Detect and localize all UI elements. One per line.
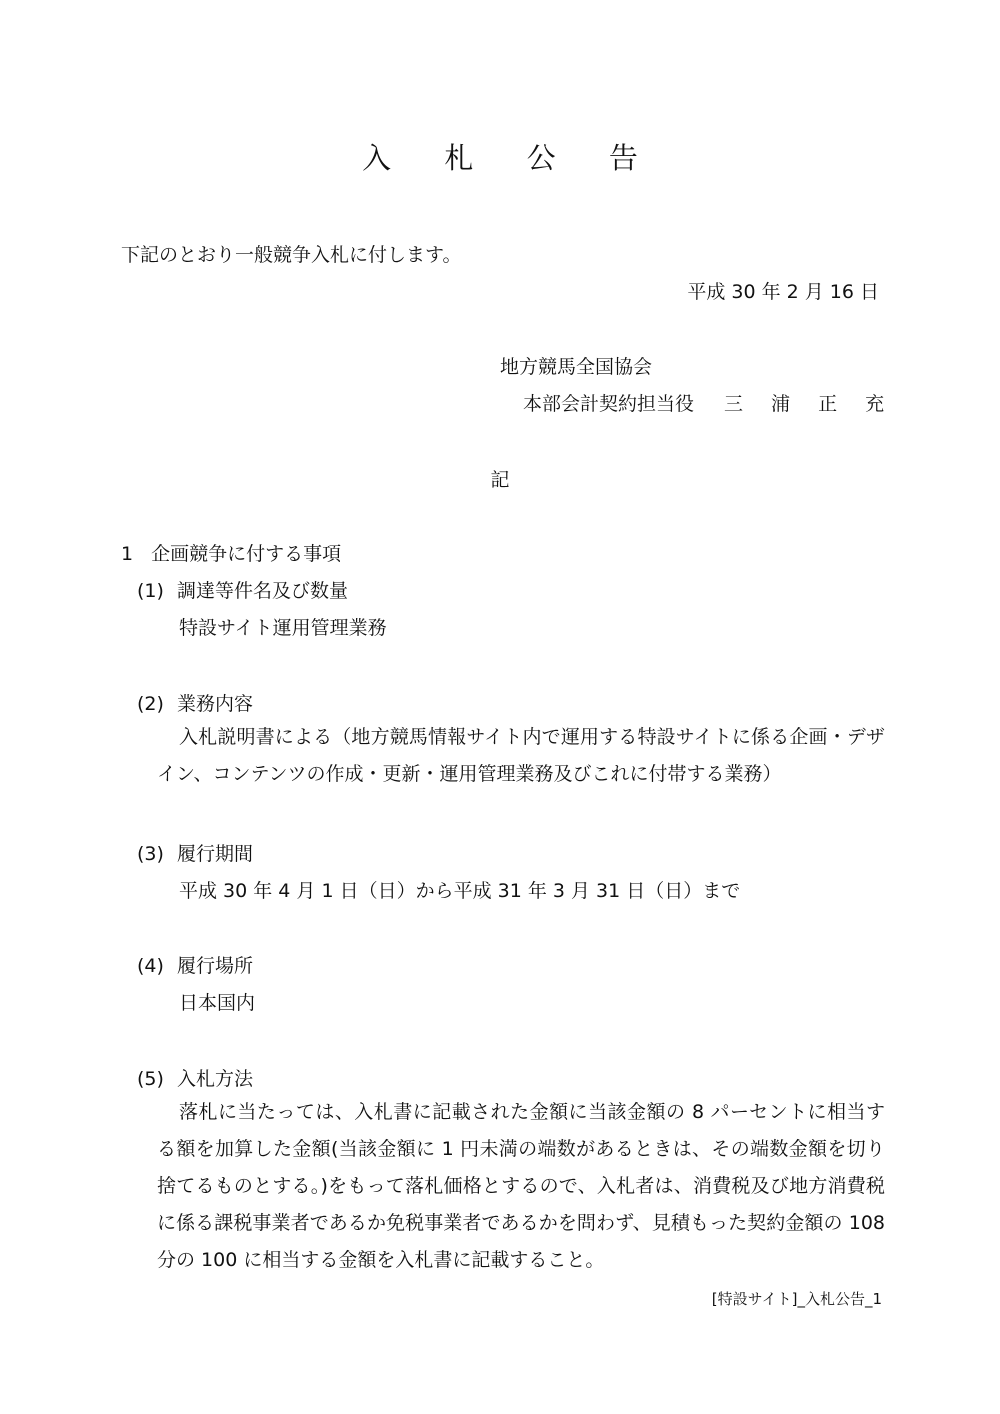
item-2-heading: [137, 689, 253, 716]
document-title: 入 札 公 告: [362, 141, 660, 175]
item-5-heading: [137, 1064, 253, 1091]
item-3-body: 平成 30 年 4 月 1 日（日）から平成 31 年 3 月 31 日（日）まで: [179, 880, 741, 902]
item-1-body: 特設サイト運用管理業務: [179, 617, 387, 639]
item-2-title: 業務内容: [177, 693, 254, 715]
item-4-body: 日本国内: [179, 992, 256, 1014]
item-1-title: 調達等件名及び数量: [177, 580, 349, 602]
section-number: 1: [121, 543, 134, 565]
item-5-title: 入札方法: [177, 1068, 254, 1090]
item-5-body: 落札に当たっては、入札書に記載された金額に当該金額の 8 パーセントに相当する額を加算した金額(当該金額に 1 円未満の端数があるときは、その端数金額を切り捨てるものとする。)をもって落札価格とするので、入札者は、消費税及び地方消費税に係る課税事業者であるか免税事業者であるかを問わず、見積もった契約金額の 108 分の 100 に相当する金額を入札書に記載すること。: [157, 1101, 885, 1271]
issuer-position: 本部会計契約担当役: [523, 393, 695, 415]
item-4-heading: [137, 951, 253, 978]
issuer-officer: [523, 389, 895, 416]
issuer-organization: 地方競馬全国協会: [500, 356, 653, 378]
item-3-heading: [137, 839, 253, 866]
item-3-title: 履行期間: [177, 843, 254, 865]
section-heading: [121, 539, 341, 566]
page-footer: [特設サイト]_入札公告_1: [711, 1290, 882, 1308]
section-title: 企画競争に付する事項: [151, 543, 342, 565]
issuer-name: 三 浦 正 充: [724, 393, 896, 415]
item-2-body: 入札説明書による（地方競馬情報サイト内で運用する特設サイトに係る企画・デザイン、コンテンツの作成・更新・運用管理業務及びこれに付帯する業務）: [157, 726, 885, 785]
item-4-title: 履行場所: [177, 955, 254, 977]
item-3-number: (3): [137, 843, 164, 865]
item-1-number: (1): [137, 580, 164, 602]
item-2-number: (2): [137, 693, 164, 715]
item-4-number: (4): [137, 955, 164, 977]
ki-heading: 記: [490, 469, 510, 491]
intro-text: 下記のとおり一般競争入札に付します。: [121, 244, 462, 266]
issue-date: 平成 30 年 2 月 16 日: [687, 281, 879, 303]
item-5-number: (5): [137, 1068, 164, 1090]
item-1-heading: [137, 576, 348, 603]
